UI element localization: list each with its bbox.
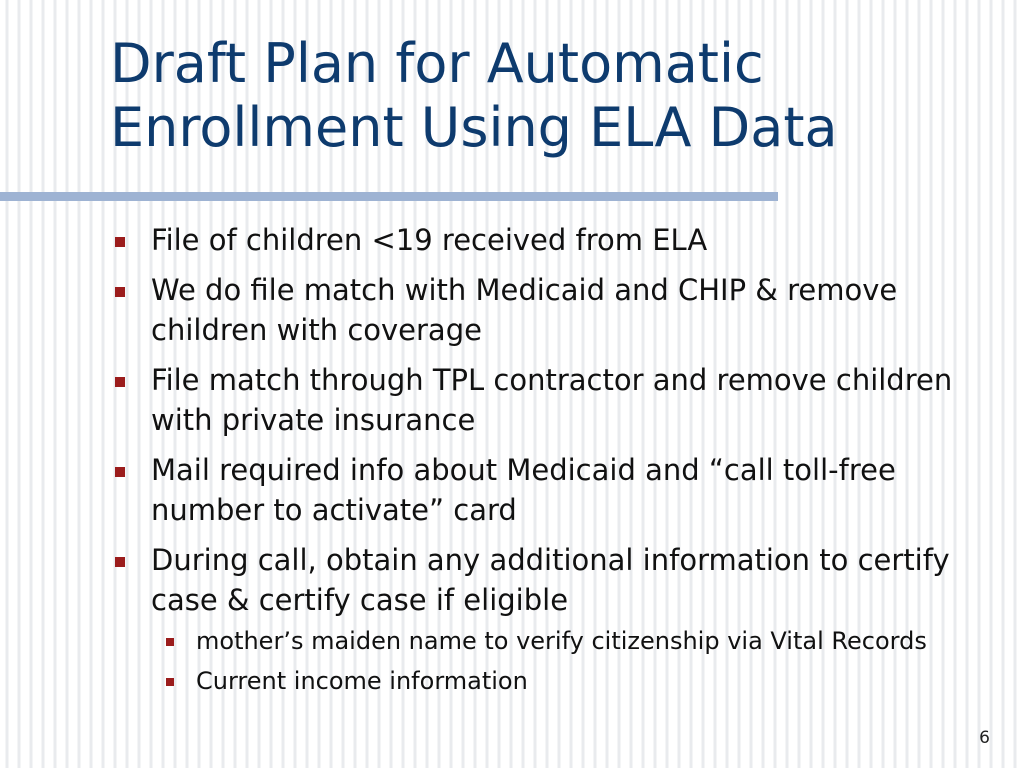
sub-bullet-text: mother’s maiden name to verify citizenship via Vital Records xyxy=(196,627,927,655)
square-sub-bullet-icon xyxy=(166,638,174,646)
sub-bullet-text: Current income information xyxy=(196,667,528,695)
square-bullet-icon xyxy=(115,287,125,297)
square-bullet-icon xyxy=(115,377,125,387)
slide-title-line-1: Draft Plan for Automatic xyxy=(110,32,764,95)
bullet-item-2 xyxy=(112,270,1002,350)
bullet-text: File of children <19 received from ELA xyxy=(151,223,708,257)
bullet-text: Mail required info about Medicaid and “call toll-free number to activate” card xyxy=(151,453,896,527)
bullet-item-5 xyxy=(112,540,1002,698)
bullet-list xyxy=(112,220,1002,708)
slide-title xyxy=(110,32,1000,160)
bullet-text: We do file match with Medicaid and CHIP & remove children with coverage xyxy=(151,273,898,347)
square-sub-bullet-icon xyxy=(166,678,174,686)
bullet-text: File match through TPL contractor and remove children with private insurance xyxy=(151,363,953,437)
bullet-item-3 xyxy=(112,360,1002,440)
bullet-text: During call, obtain any additional information to certify case & certify case if eligible xyxy=(151,543,950,617)
square-bullet-icon xyxy=(115,467,125,477)
sub-bullet-item-2 xyxy=(151,664,1002,698)
page-number: 6 xyxy=(979,728,990,748)
square-bullet-icon xyxy=(115,557,125,567)
bullet-item-4 xyxy=(112,450,1002,530)
slide-title-line-2: Enrollment Using ELA Data xyxy=(110,96,838,159)
square-bullet-icon xyxy=(115,237,125,247)
title-underline-rule xyxy=(0,192,778,201)
bullet-item-1 xyxy=(112,220,1002,260)
sub-bullet-item-1 xyxy=(151,624,1002,658)
sub-bullet-list xyxy=(151,624,1002,698)
